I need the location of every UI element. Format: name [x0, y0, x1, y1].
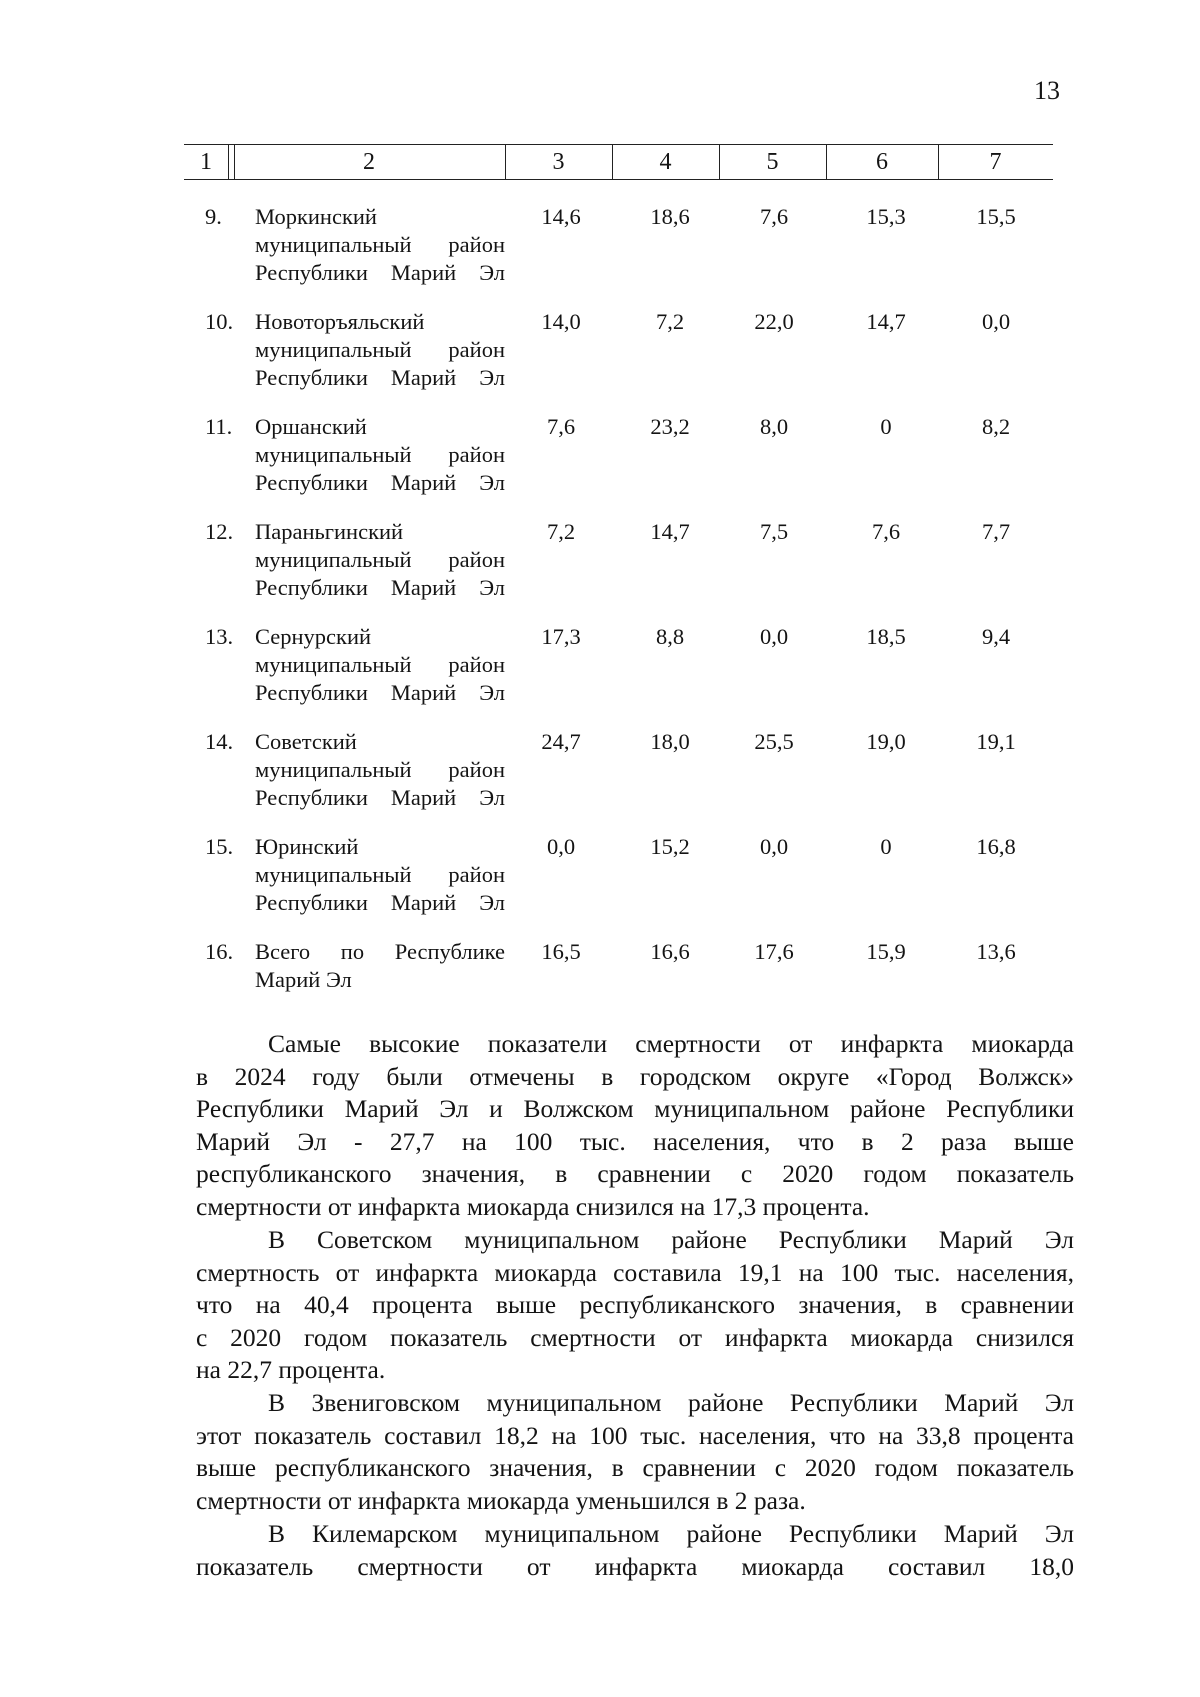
paragraph-line: на 22,7 процента.	[196, 1355, 386, 1385]
district-name-line: Юринский	[255, 834, 359, 859]
row-number: 10.	[205, 309, 234, 334]
body-paragraph	[196, 1028, 1074, 1224]
value-cell: 7,7	[981, 519, 1011, 544]
district-name-line: муниципальный район	[255, 337, 505, 362]
row-number: 14.	[205, 729, 234, 754]
district-name	[255, 518, 505, 602]
value-cell: 18,6	[650, 204, 690, 229]
value-cell: 7,2	[546, 519, 576, 544]
value-cell: 14,7	[866, 309, 906, 334]
value-cell: 16,8	[976, 834, 1016, 859]
header-cell-6: 6	[876, 149, 888, 175]
district-name-line: Новоторъяльский	[255, 309, 425, 334]
value-cell: 8,2	[981, 414, 1011, 439]
district-name-line: муниципальный район	[255, 232, 505, 257]
paragraph-line: в 2024 году были отмечены в городском округе «Город Волжск»	[196, 1061, 1074, 1091]
district-name-line: Республики Марий Эл	[255, 575, 505, 600]
value-cell: 13,6	[976, 939, 1016, 964]
table-row	[0, 413, 1200, 509]
district-name	[255, 308, 505, 392]
row-number: 9.	[205, 204, 222, 229]
value-cell: 0,0	[759, 834, 789, 859]
row-number: 15.	[205, 834, 234, 859]
header-cell-7: 7	[989, 149, 1002, 175]
value-cell: 0,0	[546, 834, 576, 859]
paragraph-line: смертность от инфаркта миокарда составила 19,1 на 100 тыс. населения,	[196, 1257, 1074, 1287]
district-name-line: Моркинский	[255, 204, 377, 229]
body-paragraph	[196, 1224, 1074, 1387]
table-row	[0, 728, 1200, 824]
row-number: 12.	[205, 519, 234, 544]
table-row	[0, 203, 1200, 299]
paragraph-line: смертности от инфаркта миокарда снизился на 17,3 процента.	[196, 1191, 870, 1221]
district-name	[255, 413, 505, 497]
value-cell: 17,3	[541, 624, 581, 649]
value-cell: 22,0	[754, 309, 794, 334]
table-row	[0, 308, 1200, 404]
table-row	[0, 623, 1200, 719]
value-cell: 7,6	[871, 519, 901, 544]
value-cell: 8,8	[655, 624, 685, 649]
value-cell: 17,6	[754, 939, 794, 964]
district-name	[255, 623, 505, 707]
value-cell: 19,0	[866, 729, 906, 754]
value-cell: 9,4	[981, 624, 1011, 649]
district-name-line: муниципальный район	[255, 442, 505, 467]
value-cell: 14,6	[541, 204, 581, 229]
paragraph-line: республиканского значения, в сравнении с 2020 годом показатель	[196, 1159, 1074, 1189]
table-row-total	[0, 938, 1200, 1034]
value-cell: 16,6	[650, 939, 690, 964]
district-name	[255, 203, 505, 287]
value-cell: 7,2	[655, 309, 685, 334]
district-name-line: Республики Марий Эл	[255, 470, 505, 495]
header-cell-3: 3	[552, 149, 565, 175]
paragraph-line: В Советском муниципальном районе Республики Марий Эл	[268, 1225, 1074, 1254]
district-name-line: муниципальный район	[255, 652, 505, 677]
district-name-line: муниципальный район	[255, 547, 505, 572]
value-cell: 0	[880, 414, 892, 439]
district-name-line: Республики Марий Эл	[255, 890, 505, 915]
district-name-line: Советский	[255, 729, 357, 754]
table-row	[0, 518, 1200, 614]
district-name	[255, 938, 505, 994]
value-cell: 15,3	[866, 204, 906, 229]
value-cell: 7,6	[759, 204, 789, 229]
paragraph-line: Марий Эл - 27,7 на 100 тыс. населения, что в 2 раза выше	[196, 1126, 1074, 1156]
table-row	[0, 833, 1200, 929]
value-cell: 0,0	[759, 624, 789, 649]
district-name-line: Республики Марий Эл	[255, 365, 505, 390]
paragraph-line: с 2020 годом показатель смертности от инфаркта миокарда снизился	[196, 1322, 1074, 1352]
value-cell: 23,2	[650, 414, 690, 439]
paragraph-line: выше республиканского значения, в сравнении с 2020 годом показатель	[196, 1453, 1074, 1483]
header-cell-5: 5	[766, 149, 779, 175]
paragraph-line: В Килемарском муниципальном районе Республики Марий Эл	[268, 1519, 1074, 1548]
district-name-line: муниципальный район	[255, 862, 505, 887]
value-cell: 15,5	[976, 204, 1016, 229]
value-cell: 14,7	[650, 519, 690, 544]
district-name-line: Оршанский	[255, 414, 367, 439]
row-number: 16.	[205, 939, 234, 964]
value-cell: 14,0	[541, 309, 581, 334]
header-cell-4: 4	[659, 149, 672, 175]
district-name	[255, 728, 505, 812]
value-cell: 24,7	[541, 729, 581, 754]
district-name-line: Сернурский	[255, 624, 372, 649]
row-number: 11.	[205, 414, 233, 439]
body-paragraph	[196, 1387, 1074, 1517]
value-cell: 0,0	[981, 309, 1011, 334]
district-name-line: Параньгинский	[255, 519, 404, 544]
column-divider	[228, 145, 229, 179]
body-paragraph	[196, 1518, 1074, 1583]
value-cell: 7,5	[759, 519, 789, 544]
value-cell: 25,5	[754, 729, 794, 754]
district-name-line: Марий Эл	[255, 967, 352, 992]
row-number: 13.	[205, 624, 234, 649]
header-cell-2: 2	[363, 149, 375, 175]
paragraph-line: Самые высокие показатели смертности от инфаркта миокарда	[268, 1029, 1074, 1058]
value-cell: 18,5	[866, 624, 906, 649]
value-cell: 15,2	[650, 834, 690, 859]
value-cell: 15,9	[866, 939, 906, 964]
district-name	[255, 833, 505, 917]
value-cell: 16,5	[541, 939, 581, 964]
header-cell-1: 1	[200, 149, 212, 175]
paragraph-line: показатель смертности от инфаркта миокарда составил 18,0	[196, 1551, 1074, 1581]
district-name-line: Республики Марий Эл	[255, 680, 505, 705]
value-cell: 19,1	[976, 729, 1016, 754]
table-header	[184, 144, 1053, 180]
value-cell: 7,6	[546, 414, 576, 439]
district-name-line: муниципальный район	[255, 757, 505, 782]
district-name-line: Всего по Республике	[255, 939, 505, 964]
value-cell: 8,0	[759, 414, 789, 439]
paragraph-line: что на 40,4 процента выше республиканского значения, в сравнении	[196, 1290, 1074, 1320]
value-cell: 18,0	[650, 729, 690, 754]
district-name-line: Республики Марий Эл	[255, 785, 505, 810]
paragraph-line: В Звениговском муниципальном районе Республики Марий Эл	[268, 1388, 1074, 1417]
paragraph-line: Республики Марий Эл и Волжском муниципальном районе Республики	[196, 1094, 1074, 1124]
district-name-line: Республики Марий Эл	[255, 260, 505, 285]
page-number: 13	[1034, 76, 1060, 105]
paragraph-line: этот показатель составил 18,2 на 100 тыс. населения, что на 33,8 процента	[196, 1420, 1074, 1450]
paragraph-line: смертности от инфаркта миокарда уменьшился в 2 раза.	[196, 1485, 806, 1515]
value-cell: 0	[880, 834, 892, 859]
